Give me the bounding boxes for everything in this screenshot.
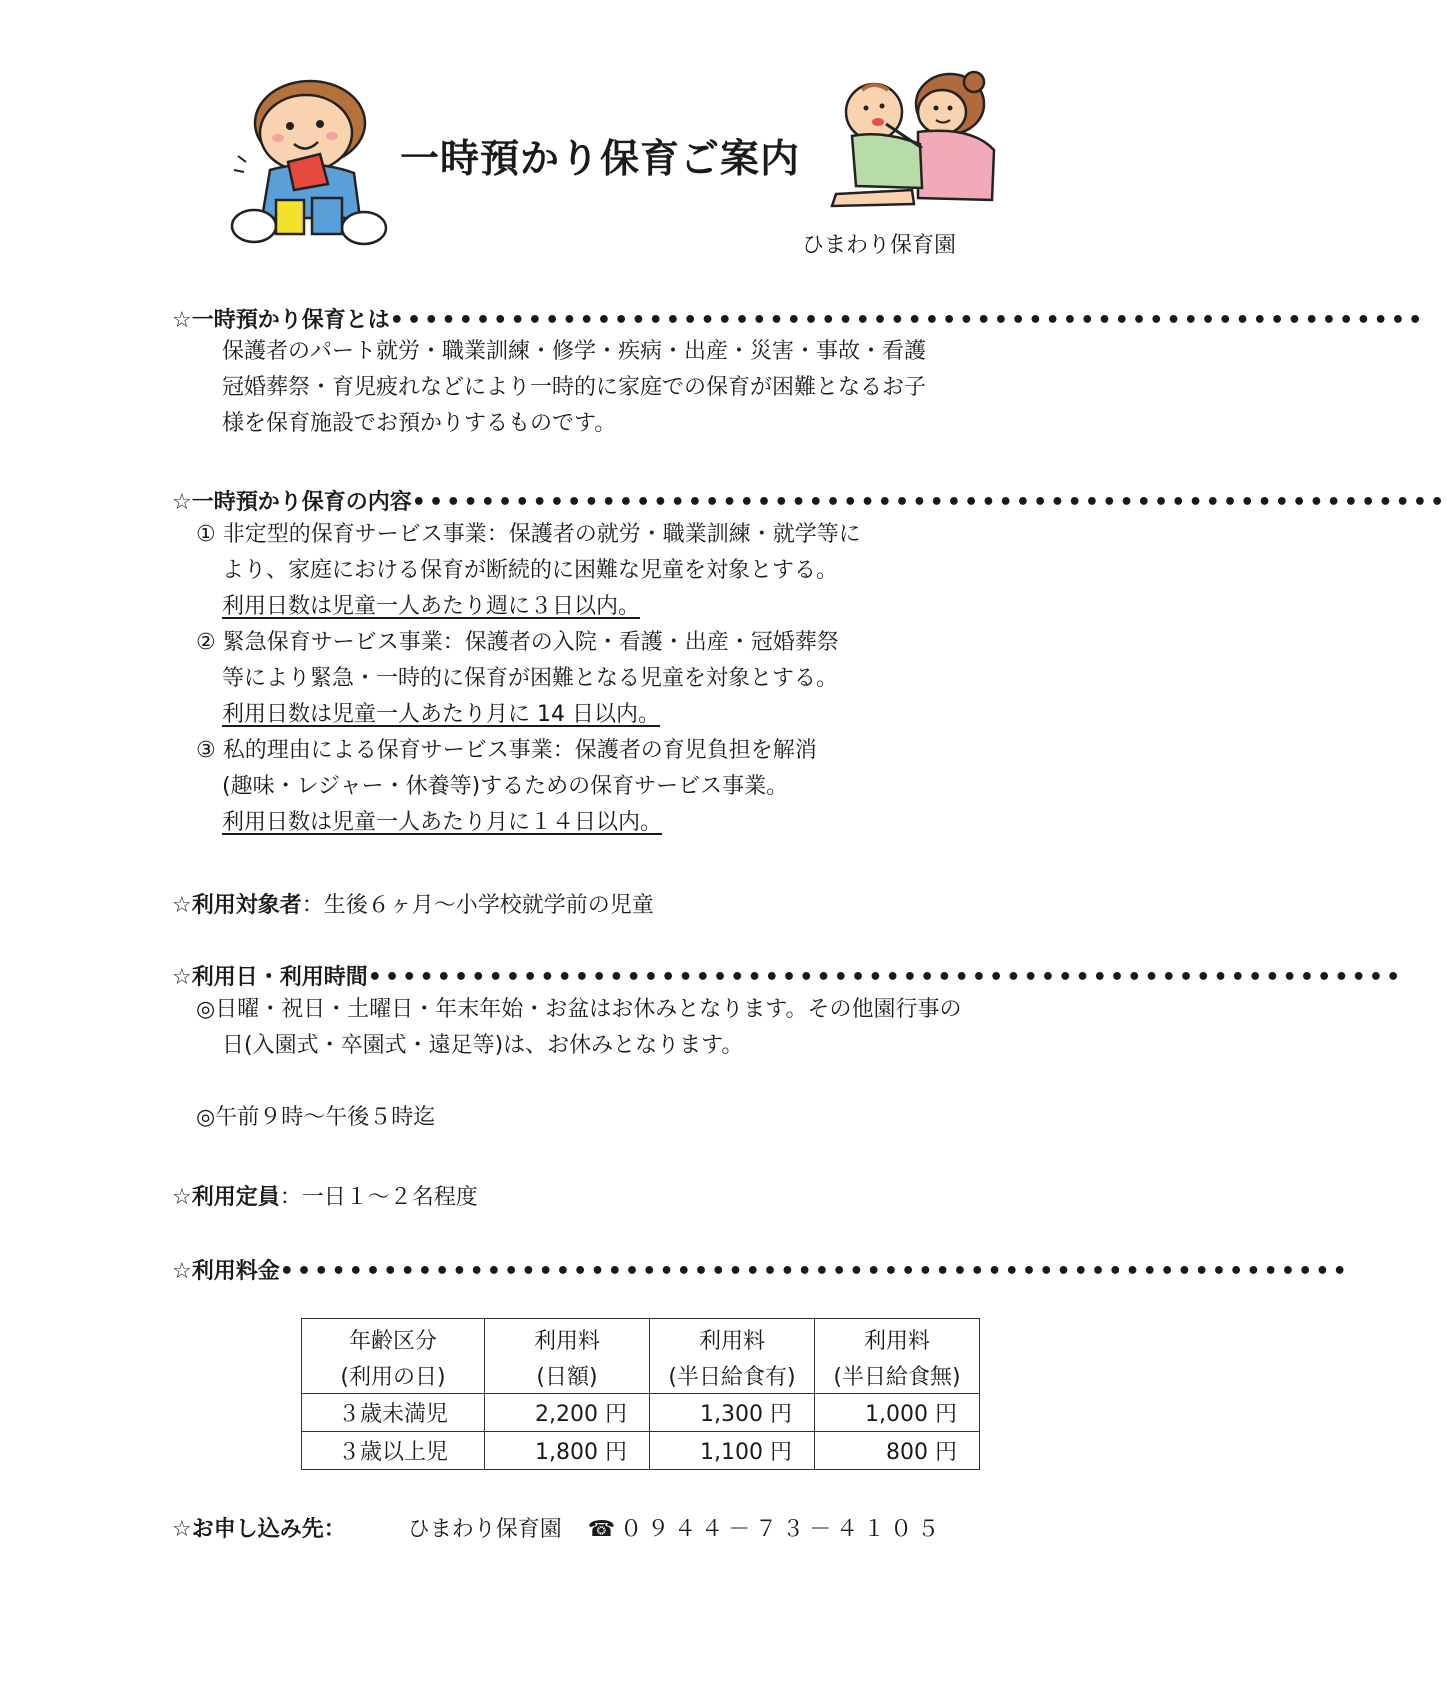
capacity-row (172, 1180, 478, 1211)
contents-item-3 (196, 733, 817, 841)
limit-text: 利用日数は児童一人あたり週に３日以内。 (222, 594, 641, 619)
fee-table (301, 1318, 980, 1470)
fee-table-header-cell: 利用料 (650, 1319, 815, 1358)
contents-item-limit (196, 805, 817, 841)
fee-table-cell: 1,800 円 (485, 1432, 650, 1470)
apply-row (172, 1512, 944, 1543)
child-playing-blocks-illustration (232, 78, 392, 248)
fee-table-cell: 2,200 円 (485, 1394, 650, 1432)
contents-item-2 (196, 625, 839, 733)
fee-table-header-cell: 利用料 (485, 1319, 650, 1358)
nurse-feeding-baby-illustration (822, 70, 1012, 220)
fee-table-cell-age: ３歳未満児 (302, 1394, 485, 1432)
target-row (172, 888, 654, 919)
section-heading-about-text: ☆一時預かり保育とは (172, 308, 390, 333)
contents-item-line: ② 緊急保育サービス事業：保護者の入院・看護・出産・冠婚葬祭 (196, 630, 839, 655)
fee-table-header-cell: 利用料 (815, 1319, 980, 1358)
page-title: 一時預かり保育ご案内 (400, 137, 801, 182)
days-text (196, 992, 961, 1064)
contents-item-1 (196, 517, 861, 625)
target-value: ：生後６ヶ月～小学校就学前の児童 (301, 893, 654, 918)
apply-name: ひまわり保育園 (407, 1517, 562, 1542)
days-line: 日(入園式・卒園式・遠足等)は、お休みとなります。 (222, 1033, 744, 1058)
fee-table-header-row (302, 1319, 980, 1358)
fee-table-header-cell: (半日給食有) (650, 1357, 815, 1394)
fee-table-cell-age: ３歳以上児 (302, 1432, 485, 1470)
about-line: 様を保育施設でお預かりするものです。 (222, 411, 617, 436)
about-line: 冠婚葬祭・育児疲れなどにより一時的に家庭での保育が困難となるお子 (222, 375, 927, 400)
contents-item-line: ① 非定型的保育サービス事業：保護者の就労・職業訓練・就学等に (196, 522, 861, 547)
section-heading-days (172, 960, 1404, 991)
fee-table-cell: 1,100 円 (650, 1432, 815, 1470)
fee-table-cell: 800 円 (815, 1432, 980, 1470)
leader-dots: •••••••••••••••••••••••••••••••••••••••••••••••••••••••••••••• (279, 1259, 1350, 1284)
target-label: ☆利用対象者 (172, 893, 302, 918)
fee-table-header-cell: (日額) (485, 1357, 650, 1394)
apply-label: ☆お申し込み先： (172, 1517, 346, 1542)
fee-table-row (302, 1394, 980, 1432)
contents-item-line: (趣味・レジャー・休養等)するための保育サービス事業。 (222, 774, 789, 799)
days-line: ◎日曜・祝日・土曜日・年末年始・お盆はお休みとなります。その他園行事の (196, 997, 962, 1022)
fee-table-header-cell: (半日給食無) (815, 1357, 980, 1394)
organization-name: ひまわり保育園 (802, 233, 957, 258)
fee-table-row (302, 1432, 980, 1470)
leader-dots: •••••••••••••••••••••••••••••••••••••••••••••••••••••••••••• (411, 490, 1447, 515)
capacity-label: ☆利用定員 (172, 1185, 280, 1210)
fee-table-header-cell: (利用の日) (302, 1357, 485, 1394)
fee-table-header-row (302, 1357, 980, 1394)
section-heading-contents-text: ☆一時預かり保育の内容 (172, 490, 412, 515)
contents-item-line: 等により緊急・一時的に保育が困難となる児童を対象とする。 (222, 666, 839, 691)
section-heading-fees (172, 1254, 1350, 1285)
contents-item-limit (196, 697, 839, 733)
fee-table-cell: 1,000 円 (815, 1394, 980, 1432)
contents-item-line: より、家庭における保育が断続的に困難な児童を対象とする。 (222, 558, 839, 583)
section-heading-about (172, 303, 1426, 334)
leader-dots: •••••••••••••••••••••••••••••••••••••••••••••••••••••••••••• (389, 308, 1426, 333)
limit-text: 利用日数は児童一人あたり月に 14 日以内。 (222, 702, 660, 727)
contents-item-line: ③ 私的理由による保育サービス事業：保護者の育児負担を解消 (196, 738, 817, 763)
fee-table-cell: 1,300 円 (650, 1394, 815, 1432)
section-heading-fees-text: ☆利用料金 (172, 1259, 280, 1284)
capacity-value: ：一日１～２名程度 (279, 1185, 478, 1210)
section-heading-days-text: ☆利用日・利用時間 (172, 965, 368, 990)
about-text (222, 334, 926, 442)
hours-text: ◎午前９時～午後５時迄 (196, 1105, 436, 1130)
limit-text: 利用日数は児童一人あたり月に１４日以内。 (222, 810, 663, 835)
about-line: 保護者のパート就労・職業訓練・修学・疾病・出産・災害・事故・看護 (222, 339, 927, 364)
section-heading-contents (172, 485, 1447, 516)
apply-phone: ☎０９４４－７３－４１０５ (587, 1517, 945, 1542)
leader-dots: •••••••••••••••••••••••••••••••••••••••••••••••••••••••••••• (367, 965, 1404, 990)
fee-table-header-cell: 年齢区分 (302, 1319, 485, 1358)
contents-item-limit (196, 589, 861, 625)
